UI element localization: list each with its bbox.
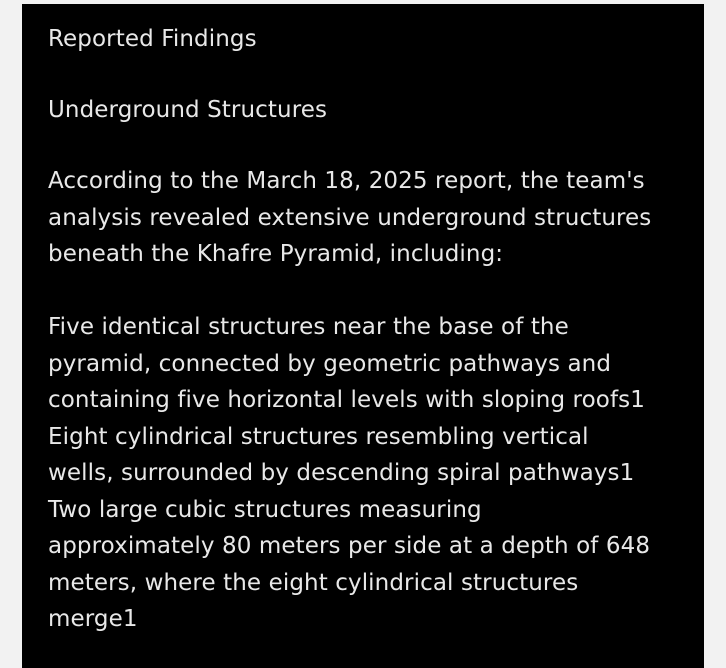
findings-line: meters, where the eight cylindrical structures <box>48 569 579 596</box>
findings-line: Eight cylindrical structures resembling vertical <box>48 423 589 450</box>
findings-line: Two large cubic structures measuring <box>48 496 482 523</box>
findings-paragraph <box>48 309 688 638</box>
intro-line: beneath the Khafre Pyramid, including: <box>48 241 504 267</box>
intro-line: analysis revealed extensive underground structures <box>48 204 652 231</box>
findings-line: approximately 80 meters per side at a depth of 648 <box>48 533 651 559</box>
findings-line: Five identical structures near the base of the <box>48 314 569 340</box>
findings-line: merge1 <box>48 606 138 632</box>
findings-line: pyramid, connected by geometric pathways and <box>48 350 612 377</box>
findings-line: containing five horizontal levels with sloping roofs1 <box>48 387 645 413</box>
findings-line: wells, surrounded by descending spiral pathways1 <box>48 460 635 486</box>
section-title: Underground Structures <box>48 97 328 123</box>
post-card <box>22 4 704 668</box>
post-title: Reported Findings <box>48 26 257 52</box>
post-body <box>48 22 688 638</box>
intro-line: According to the March 18, 2025 report, the team's <box>48 168 645 194</box>
intro-paragraph <box>48 163 688 273</box>
